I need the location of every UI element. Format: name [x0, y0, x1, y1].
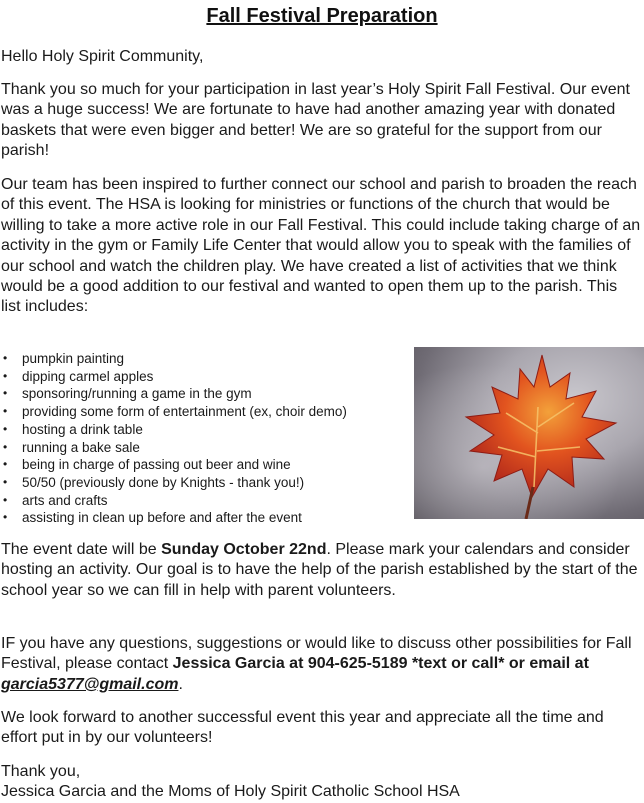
maple-leaf-image	[414, 347, 644, 519]
bullet-icon: •	[3, 510, 8, 525]
bullet-icon: •	[3, 421, 8, 436]
bullet-icon: •	[3, 368, 8, 383]
signature: Jessica Garcia and the Moms of Holy Spirit Catholic School HSA	[1, 783, 460, 800]
bullet-icon: •	[3, 439, 8, 454]
activity-item	[2, 492, 412, 510]
activity-label: pumpkin painting	[22, 351, 125, 366]
contact-paragraph: IF you have any questions, suggestions or would like to discuss other possibilities for Fall Festival, please contact Jessica Garcia at 904-625-5189 *text or call* or email at garcia5377@gmail.com.	[1, 635, 632, 693]
closing-paragraph: We look forward to another successful event this year and appreciate all the time and effort put in by our volunteers!	[1, 709, 604, 747]
activity-item	[2, 456, 412, 474]
activity-item	[2, 368, 412, 386]
activity-item	[2, 439, 412, 457]
greeting: Hello Holy Spirit Community,	[1, 48, 204, 65]
bullet-icon: •	[3, 351, 8, 365]
bullet-icon: •	[3, 492, 8, 507]
activity-list	[2, 350, 412, 527]
maple-leaf-icon	[414, 347, 644, 519]
bullet-icon: •	[3, 404, 8, 419]
activity-item	[2, 350, 412, 368]
bullet-icon: •	[3, 386, 8, 401]
activity-label: arts and crafts	[22, 492, 108, 508]
activity-item	[2, 509, 412, 527]
activity-label: dipping carmel apples	[22, 368, 154, 384]
email-link[interactable]: garcia5377@gmail.com	[1, 675, 179, 693]
activity-item	[2, 421, 412, 439]
activity-label: being in charge of passing out beer and wine	[22, 457, 291, 473]
event-date-paragraph: The event date will be Sunday October 22nd. Please mark your calendars and consider hosting an activity. Our goal is to have the help of the parish established by the start of the school year so we can fill in help with parent volunteers.	[1, 541, 638, 599]
contact-info: Jessica Garcia at 904-625-5189 *text or call* or email at	[172, 655, 589, 673]
signoff: Thank you,	[1, 763, 81, 780]
bullet-icon: •	[3, 457, 8, 472]
activity-label: 50/50 (previously done by Knights - thank you!)	[22, 474, 305, 490]
activity-label: assisting in clean up before and after the event	[22, 510, 302, 526]
activity-label: running a bake sale	[22, 439, 140, 455]
bullet-icon: •	[3, 474, 8, 489]
activity-label: sponsoring/running a game in the gym	[22, 386, 252, 402]
activity-item	[2, 385, 412, 403]
event-date: Sunday October 22nd	[161, 541, 327, 558]
outreach-paragraph: Our team has been inspired to further connect our school and parish to broaden the reach of this event. The HSA is looking for ministries or functions of the church that would be willing to take a more active role in our Fall Festival. This could include taking charge of an activity in the gym or Family Life Center that would allow you to speak with the families of our school and watch the children play. We have created a list of activities that we think would be a good addition to our festival and wanted to open them up to the parish. This list includes:	[1, 176, 641, 316]
thank-you-paragraph: Thank you so much for your participation in last year’s Holy Spirit Fall Festival. Our event was a huge success! We are fortunate to have had another amazing year with donated baskets that were even bigger and better! We are so grateful for the support from our parish!	[1, 81, 630, 160]
activity-item	[2, 403, 412, 421]
activity-label: hosting a drink table	[22, 421, 143, 437]
activity-item	[2, 474, 412, 492]
activity-label: providing some form of entertainment (ex, choir demo)	[22, 404, 347, 420]
page-title: Fall Festival Preparation	[206, 5, 438, 27]
